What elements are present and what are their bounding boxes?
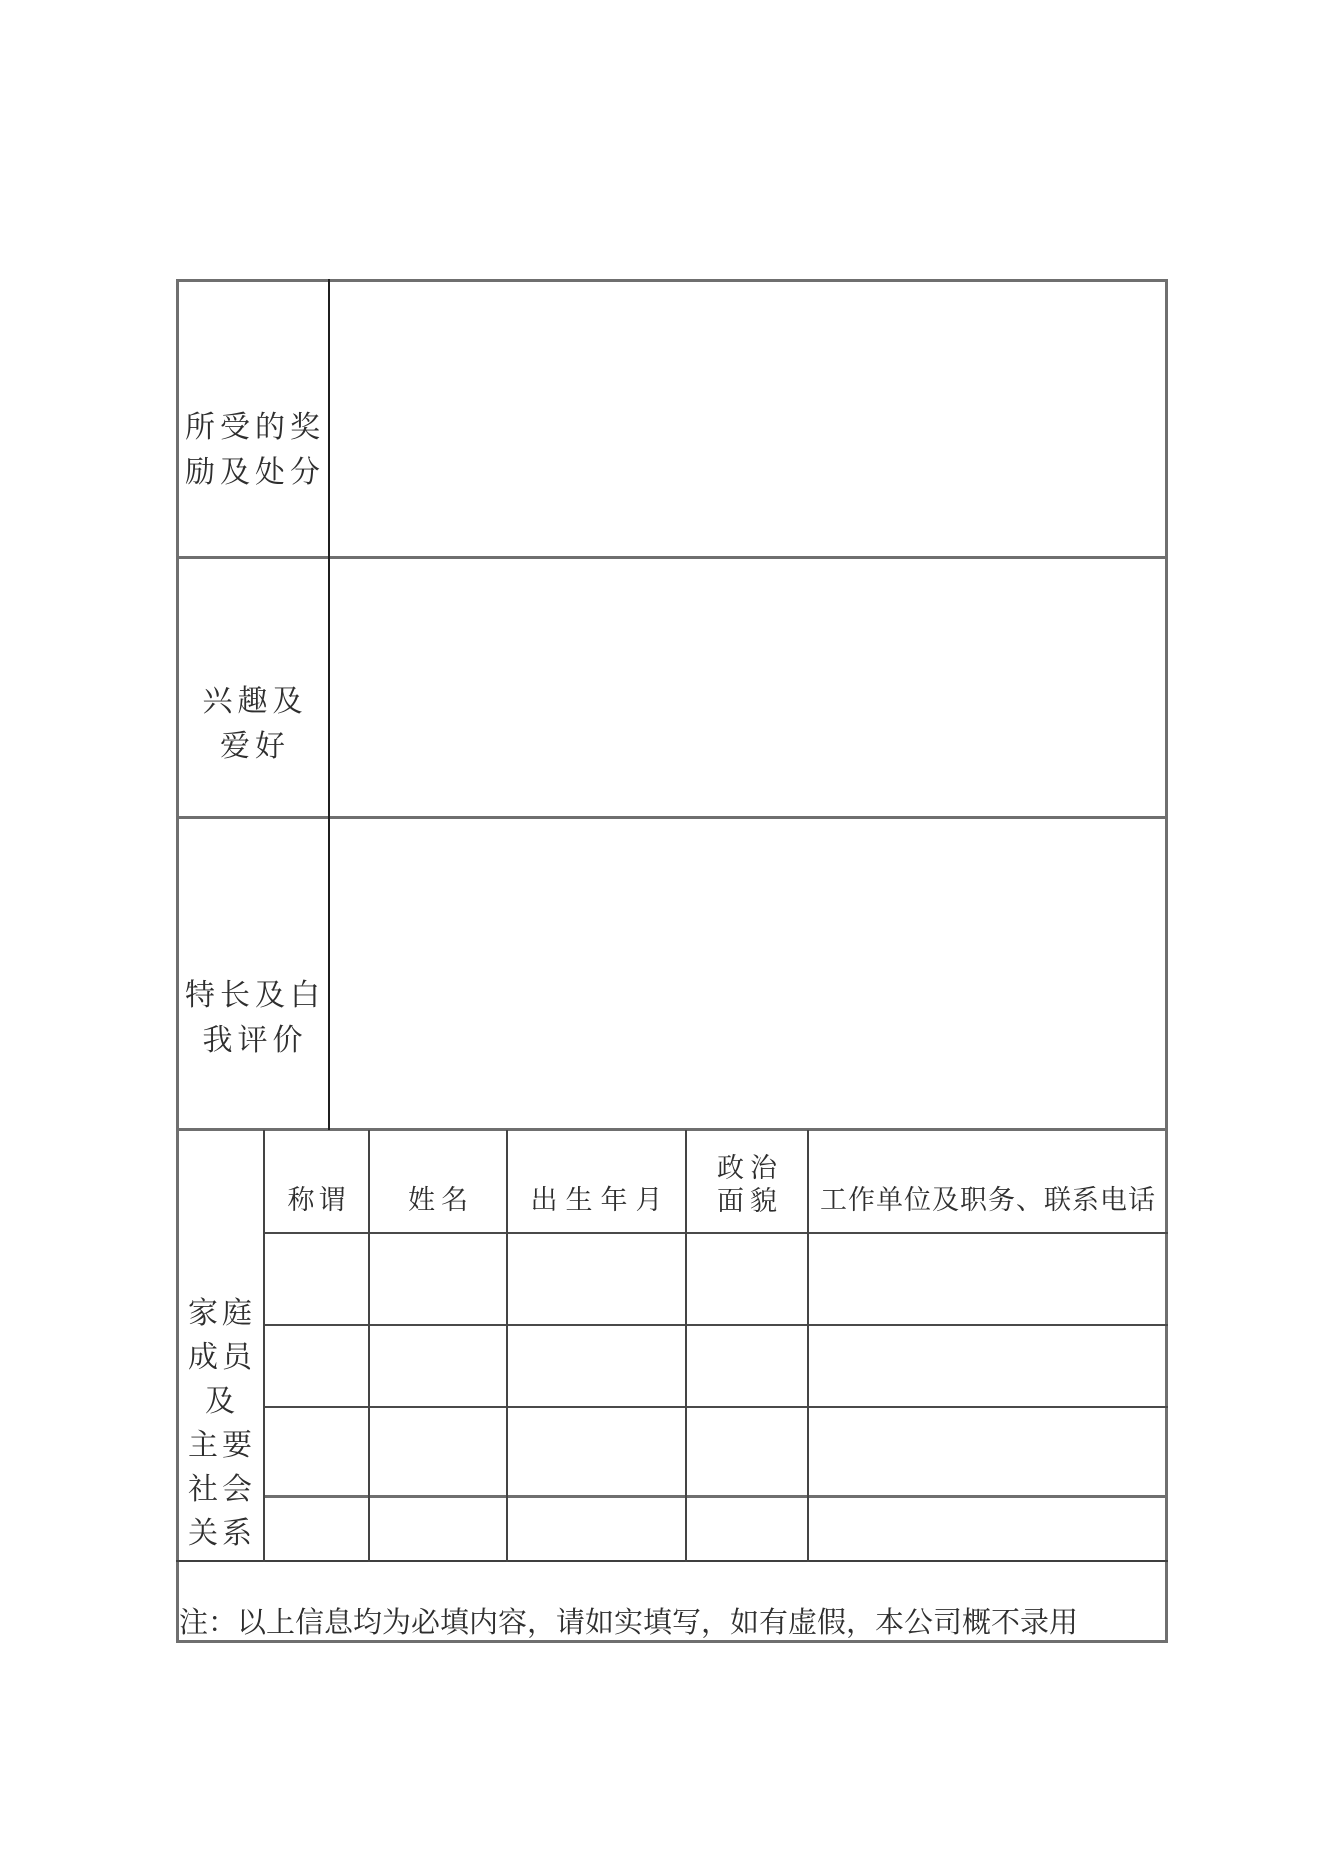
family-cell-r4-birthdate[interactable] [507, 1497, 686, 1562]
family-row1-divider [264, 1324, 1168, 1326]
family-cell-r1-political[interactable] [686, 1234, 808, 1326]
skills-content-cell[interactable] [329, 818, 1168, 1130]
family-header-birthdate-text: 出生年月 [530, 1184, 671, 1215]
family-cell-r1-relation[interactable] [264, 1234, 369, 1326]
family-relation-name-divider [368, 1130, 370, 1562]
family-cell-r3-birthdate[interactable] [507, 1408, 686, 1497]
row-divider-awards-hobbies [176, 556, 1168, 559]
family-header-political-status [686, 1130, 808, 1234]
family-row2-divider [264, 1406, 1168, 1408]
application-form-table [176, 279, 1168, 1643]
family-header-political-line2: 面貌 [717, 1186, 783, 1216]
family-cell-r4-work[interactable] [808, 1497, 1168, 1562]
family-label-line2: 成员 [188, 1341, 256, 1374]
family-header-bottom-divider [264, 1232, 1168, 1234]
table-border-bottom [176, 1640, 1168, 1643]
family-label-line5: 社会 [188, 1473, 256, 1506]
family-row3-divider [264, 1495, 1168, 1498]
awards-label-line2: 励及处分 [185, 456, 325, 489]
table-border-top [176, 279, 1168, 282]
table-border-left [176, 279, 179, 1643]
awards-content-cell[interactable] [329, 279, 1168, 558]
family-cell-r1-birthdate[interactable] [507, 1234, 686, 1326]
table-border-right [1165, 279, 1168, 1643]
family-label-line1: 家庭 [188, 1297, 256, 1330]
skills-label-line1: 特长及白 [185, 978, 325, 1012]
family-cell-r1-name[interactable] [369, 1234, 507, 1326]
row-divider-skills-family [176, 1128, 1168, 1131]
family-header-work-contact-text: 工作单位及职务、联系电话 [820, 1184, 1156, 1215]
family-header-name-text: 姓名 [408, 1184, 474, 1215]
awards-label-line1: 所受的奖 [185, 411, 325, 444]
skills-label-line2: 我评价 [202, 1023, 308, 1057]
family-header-birthdate [507, 1130, 686, 1234]
hobbies-section-label [176, 558, 329, 818]
family-label-line3: 及 [205, 1385, 239, 1418]
family-label-column-divider [263, 1130, 265, 1562]
family-cell-r2-political[interactable] [686, 1326, 808, 1408]
family-birth-political-divider [685, 1130, 687, 1562]
family-cell-r2-birthdate[interactable] [507, 1326, 686, 1408]
family-cell-r3-name[interactable] [369, 1408, 507, 1497]
form-note-cell [176, 1562, 1168, 1643]
family-label-line6: 关系 [188, 1517, 256, 1550]
row-divider-hobbies-skills [176, 816, 1168, 819]
family-section-label [176, 1130, 264, 1562]
family-cell-r1-work[interactable] [808, 1234, 1168, 1326]
family-header-work-contact [808, 1130, 1168, 1234]
skills-section-label [176, 818, 329, 1130]
family-header-political-line1: 政治 [717, 1153, 783, 1183]
hobbies-content-cell[interactable] [329, 558, 1168, 818]
family-name-birth-divider [506, 1130, 508, 1562]
label-column-divider [328, 279, 330, 1130]
form-note-text: 注：以上信息均为必填内容，请如实填写，如有虚假，本公司概不录用 [179, 1606, 1079, 1639]
family-cell-r3-work[interactable] [808, 1408, 1168, 1497]
family-cell-r2-name[interactable] [369, 1326, 507, 1408]
family-cell-r3-relation[interactable] [264, 1408, 369, 1497]
hobbies-label-line2: 爱好 [220, 729, 290, 763]
family-political-work-divider [807, 1130, 809, 1562]
family-cell-r4-political[interactable] [686, 1497, 808, 1562]
family-cell-r3-political[interactable] [686, 1408, 808, 1497]
family-cell-r2-work[interactable] [808, 1326, 1168, 1408]
family-label-line4: 主要 [188, 1429, 256, 1462]
family-header-relation [264, 1130, 369, 1234]
family-cell-r4-relation[interactable] [264, 1497, 369, 1562]
family-cell-r2-relation[interactable] [264, 1326, 369, 1408]
row-divider-family-note [176, 1560, 1168, 1562]
awards-section-label [176, 279, 329, 558]
hobbies-label-line1: 兴趣及 [202, 684, 308, 718]
family-header-name [369, 1130, 507, 1234]
family-header-relation-text: 称谓 [287, 1184, 350, 1215]
family-cell-r4-name[interactable] [369, 1497, 507, 1562]
